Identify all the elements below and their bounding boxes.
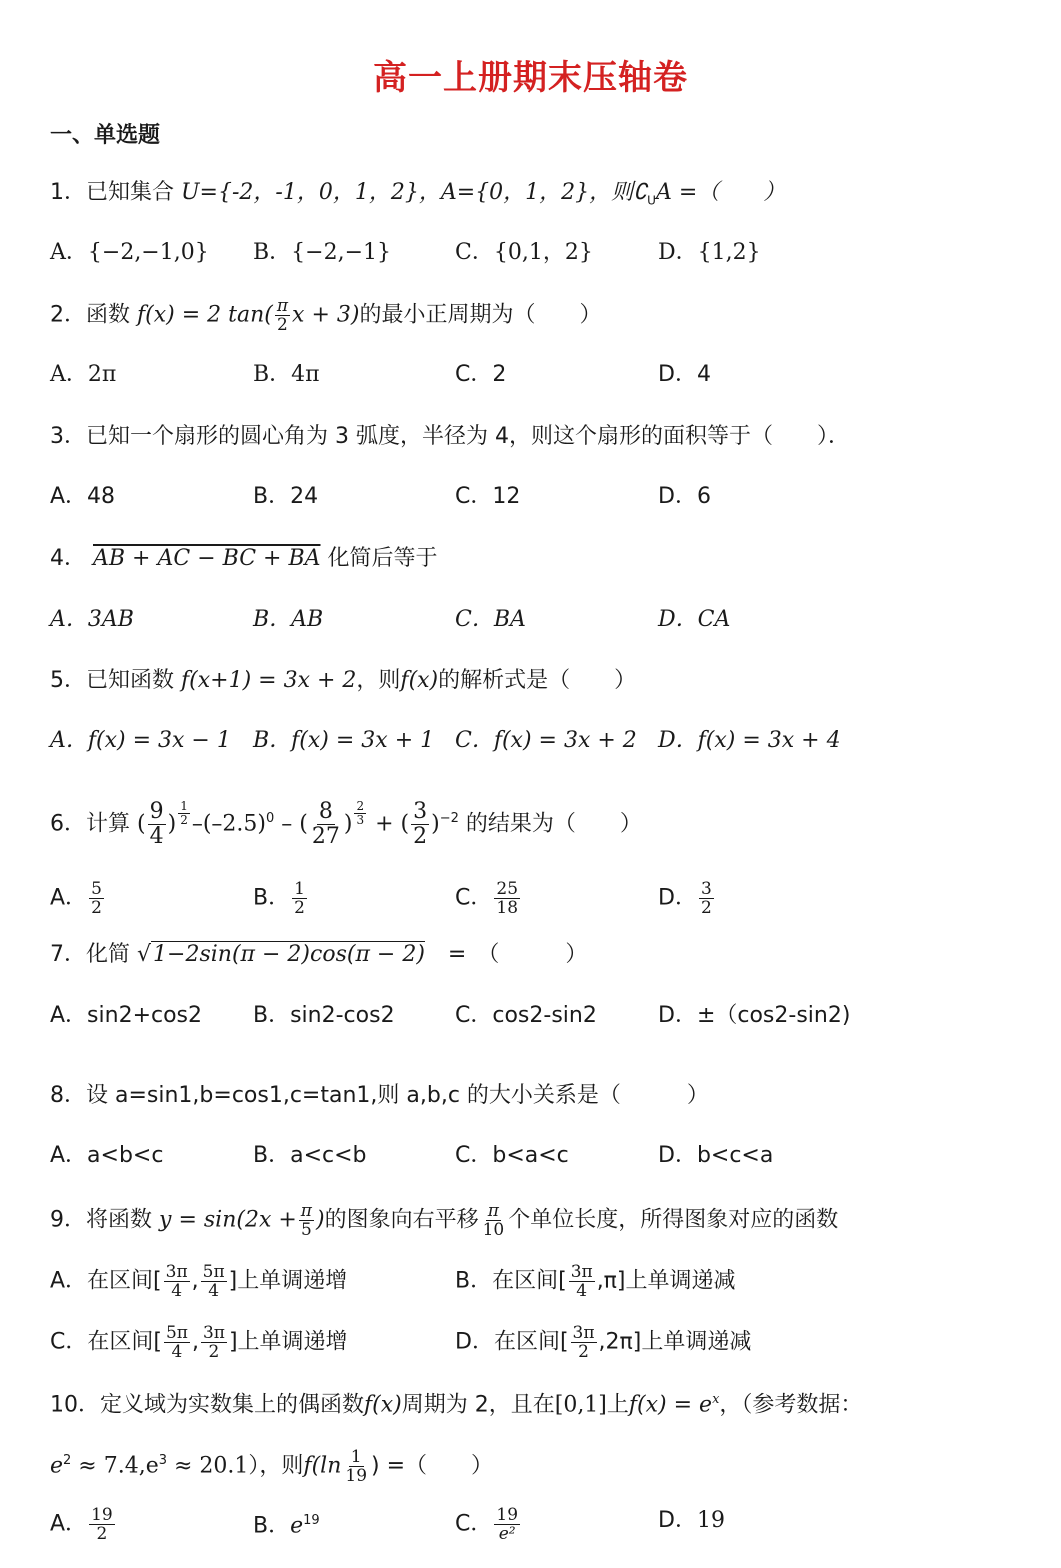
q8-option-b[interactable]: B．a<c<b (253, 1143, 367, 1168)
q5-option-d[interactable]: D．f(x) = 3x + 4 (658, 728, 841, 753)
q9-option-a[interactable]: A．在区间[ $\frac{3\pi}{4}$ , $\frac{5\pi}{4}$ ]上单调递增 (50, 1262, 348, 1301)
question-4: 4． AB + AC − BC + BA 化简后等于 (50, 546, 438, 571)
q3-option-a[interactable]: A．48 (50, 484, 116, 509)
q4-option-b[interactable]: B．AB (253, 607, 324, 632)
q9-option-b[interactable]: B．在区间[ $\frac{3\pi}{4}$ ,π]上单调递减 (455, 1262, 736, 1301)
q2-option-b[interactable]: B．4π (253, 362, 320, 387)
q1-option-b[interactable]: B．{−2,−1} (253, 240, 392, 265)
q10-option-d[interactable]: D．19 (658, 1508, 725, 1533)
q10-option-c[interactable]: C． $\frac{19}{\text{e²}}$ (455, 1505, 519, 1544)
q9-option-d[interactable]: D．在区间[ $\frac{3\pi}{2}$ ,2π]上单调递减 (455, 1323, 752, 1362)
q5-option-c[interactable]: C．f(x) = 3x + 2 (455, 728, 637, 753)
q6-option-d[interactable]: D． $\frac{3}{2}$ (658, 879, 712, 918)
q8-option-c[interactable]: C．b<a<c (455, 1143, 569, 1168)
q2-option-d[interactable]: D．4 (658, 362, 711, 387)
q8-option-a[interactable]: A．a<b<c (50, 1143, 164, 1168)
q1-option-c[interactable]: C．{0,1，2} (455, 240, 593, 265)
q10-option-b[interactable]: B．$e^{19}$ (253, 1513, 320, 1539)
q7-option-c[interactable]: C．cos2-sin2 (455, 1003, 597, 1028)
q9-option-c[interactable]: C．在区间[ $\frac{5\pi}{4}$ , $\frac{3\pi}{2}$ ]上单调递增 (50, 1323, 348, 1362)
q1-option-a[interactable]: A．{−2,−1,0} (50, 240, 209, 265)
q3-option-d[interactable]: D．6 (658, 484, 711, 509)
q4-option-d[interactable]: D．CA (658, 607, 731, 632)
q2-option-c[interactable]: C．2 (455, 362, 507, 387)
question-6: 6．计算 ( $\frac{9}{4}$ ) $\frac{1}{2}$ $-(-2.5)^0$ – ( $\frac{8}{27}$ ) $\frac{2}{3}$ + ( $\frac{3}{2}$ )$^{-2}$ 的结果为（ ） (50, 799, 642, 849)
q8-option-d[interactable]: D．b<c<a (658, 1143, 774, 1168)
q3-option-c[interactable]: C．12 (455, 484, 521, 509)
q7-option-b[interactable]: B．sin2-cos2 (253, 1003, 395, 1028)
question-10: 10．定义域为实数集上的偶函数f(x)周期为 2，且在[0,1]上$f(x) = e^x$，（参考数据： (50, 1392, 863, 1418)
q3-option-b[interactable]: B．24 (253, 484, 319, 509)
q4-option-c[interactable]: C．BA (455, 607, 526, 632)
q5-option-a[interactable]: A．f(x) = 3x − 1 (50, 728, 231, 753)
question-1: 1．已知集合 U={-2，-1，0，1，2}，A={0，1，2}，则$∁_UA$ =（ ） (50, 180, 786, 208)
question-7: 7．化简 √1−2sin(π − 2)cos(π − 2) = （ ） (50, 942, 588, 967)
q6-option-c[interactable]: C． $\frac{25}{18}$ (455, 879, 519, 918)
q2-option-a[interactable]: A．2π (50, 362, 117, 387)
question-9: 9．将函数 y = sin(2x + $\frac{\pi}{5}$ )的图象向右平移 $\frac{\pi}{10}$ 个单位长度，所得图象对应的函数 (50, 1201, 839, 1240)
question-3: 3．已知一个扇形的圆心角为 3 弧度，半径为 4，则这个扇形的面积等于（ ）． (50, 424, 850, 449)
q5-option-b[interactable]: B．f(x) = 3x + 1 (253, 728, 435, 753)
q6-option-a[interactable]: A． $\frac{5}{2}$ (50, 879, 102, 918)
question-5: 5．已知函数 f(x+1) = 3x + 2，则f(x)的解析式是（ ） (50, 668, 637, 693)
q1-option-d[interactable]: D．{1,2} (658, 240, 761, 265)
q10-option-a[interactable]: A． $\frac{19}{2}$ (50, 1505, 113, 1544)
q7-option-d[interactable]: D．±（cos2-sin2) (658, 1003, 851, 1028)
question-2: 2．函数 f(x) = 2 tan( $\frac{\pi}{2}$ x + 3)的最小正周期为（ ） (50, 296, 602, 335)
question-8: 8．设 a=sin1,b=cos1,c=tan1,则 a,b,c 的大小关系是（ ） (50, 1083, 709, 1108)
page-title: 高一上册期末压轴卷 (373, 58, 688, 98)
q7-option-a[interactable]: A．sin2+cos2 (50, 1003, 203, 1028)
q4-option-a[interactable]: A．3AB (50, 607, 134, 632)
q6-option-b[interactable]: B． $\frac{1}{2}$ (253, 879, 305, 918)
question-10-line-2: $e^2 \approx 7.4,e^3 \approx 20.1$），则f(ln $\frac{1}{19}$ ) =（ ） (50, 1446, 494, 1486)
section-heading: 一、单选题 (50, 123, 161, 148)
